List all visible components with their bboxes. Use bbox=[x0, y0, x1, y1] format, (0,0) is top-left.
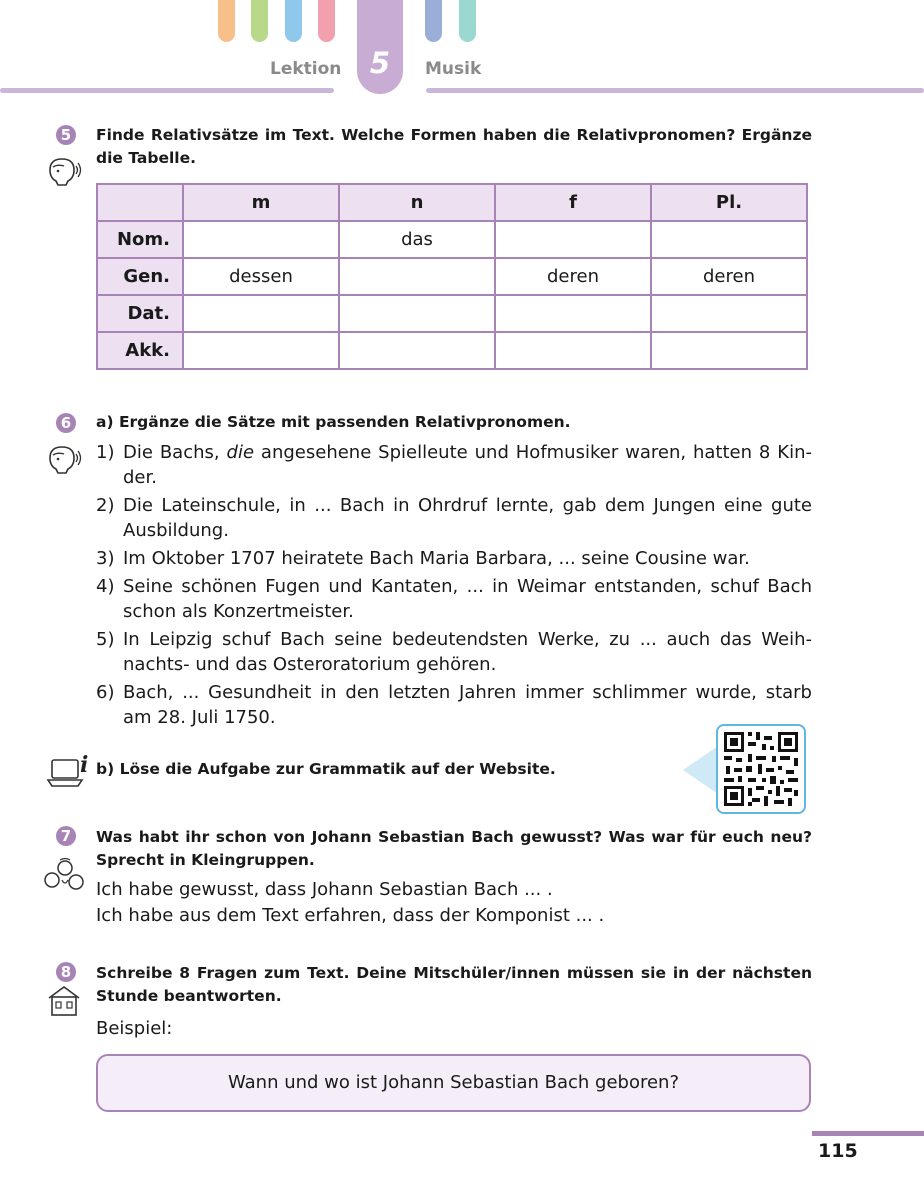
exercise-5-number: 5 bbox=[56, 125, 76, 145]
table-cell[interactable] bbox=[495, 332, 651, 369]
speaking-head-icon bbox=[44, 154, 84, 188]
table-cell[interactable] bbox=[183, 332, 339, 369]
table-cell[interactable] bbox=[651, 332, 807, 369]
sentence-number: 4) bbox=[96, 576, 115, 597]
row-header: Dat. bbox=[97, 295, 183, 332]
laptop-info-icon bbox=[46, 750, 90, 790]
sentence-number: 3) bbox=[96, 548, 115, 569]
house-icon bbox=[46, 984, 82, 1018]
table-cell[interactable] bbox=[651, 221, 807, 258]
sentence-number: 2) bbox=[96, 495, 115, 516]
svg-text:i: i bbox=[80, 752, 89, 778]
column-header: f bbox=[495, 184, 651, 221]
color-tab-blue bbox=[285, 0, 302, 42]
qr-code-icon bbox=[718, 726, 804, 812]
table-cell[interactable] bbox=[183, 295, 339, 332]
table-header-row bbox=[97, 184, 807, 221]
sentence-item bbox=[96, 574, 812, 624]
sentence-number: 6) bbox=[96, 682, 115, 703]
exercise-6b-instruction: b) Löse die Aufgabe zur Grammatik auf der Website. bbox=[96, 760, 556, 778]
sentence-text: Die Lateinschule, in ... Bach in Ohrdruf lernte, gab dem Jungen eine gute Ausbildung. bbox=[123, 495, 812, 541]
table-row bbox=[97, 295, 807, 332]
sentence-number: 5) bbox=[96, 629, 115, 650]
header-rule-left bbox=[0, 88, 334, 93]
table-cell[interactable]: das bbox=[339, 221, 495, 258]
sentence-text-part: angesehene Spielleute und Hofmusiker waren, hatten 8 Kin-der. bbox=[123, 442, 812, 488]
color-tab-teal bbox=[459, 0, 476, 42]
row-header: Nom. bbox=[97, 221, 183, 258]
column-header: Pl. bbox=[651, 184, 807, 221]
table-row bbox=[97, 258, 807, 295]
page-number: 115 bbox=[818, 1140, 858, 1162]
column-header: n bbox=[339, 184, 495, 221]
table-cell[interactable] bbox=[651, 295, 807, 332]
exercise-8-instruction: Schreibe 8 Fragen zum Text. Deine Mitschüler/innen müssen sie in der nächsten Stunde beantworten. bbox=[96, 964, 812, 1005]
sentence-item bbox=[96, 493, 812, 543]
exercise-5-instruction: Finde Relativsätze im Text. Welche Formen haben die Relativpronomen? Ergänze die Tabelle. bbox=[96, 126, 812, 167]
sentence-item bbox=[96, 680, 812, 730]
exercise-8-number: 8 bbox=[56, 962, 76, 982]
table-cell[interactable] bbox=[495, 295, 651, 332]
color-tab-pink bbox=[318, 0, 335, 42]
color-tab-orange bbox=[218, 0, 235, 42]
color-tab-green bbox=[251, 0, 268, 42]
sentence-item bbox=[96, 546, 812, 571]
table-row bbox=[97, 332, 807, 369]
table-row bbox=[97, 221, 807, 258]
lesson-number: 5 bbox=[369, 46, 391, 80]
example-label: Beispiel: bbox=[96, 1018, 173, 1039]
sentence-text: Im Oktober 1707 heiratete Bach Maria Barbara, ... seine Cousine war. bbox=[123, 548, 750, 569]
speaking-head-icon bbox=[44, 442, 84, 476]
example-question-box: Wann und wo ist Johann Sebastian Bach geboren? bbox=[96, 1054, 811, 1112]
color-tab-indigo bbox=[425, 0, 442, 42]
sentence-text: In Leipzig schuf Bach seine bedeutendsten Werke, zu ... auch das Weih-nachts- und das Osteroratorium gehören. bbox=[123, 629, 812, 675]
sentence-text-part: Die Bachs, bbox=[123, 442, 227, 463]
table-cell[interactable] bbox=[183, 221, 339, 258]
exercise-7-number: 7 bbox=[56, 826, 76, 846]
row-header: Gen. bbox=[97, 258, 183, 295]
lesson-label: Lektion bbox=[270, 59, 342, 79]
exercise-6a-instruction: a) Ergänze die Sätze mit passenden Relativpronomen. bbox=[96, 413, 571, 431]
sentence-item bbox=[96, 440, 812, 490]
exercise-7-instruction: Was habt ihr schon von Johann Sebastian Bach gewusst? Was war für euch neu? Sprecht in Kleingruppen. bbox=[96, 828, 812, 869]
sentence-text bbox=[123, 440, 812, 490]
exercise-7-phrase-1: Ich habe gewusst, dass Johann Sebastian Bach ... . bbox=[96, 879, 553, 900]
table-cell[interactable] bbox=[339, 332, 495, 369]
exercise-6-number: 6 bbox=[56, 413, 76, 433]
table-cell[interactable] bbox=[339, 258, 495, 295]
table-cell[interactable]: deren bbox=[495, 258, 651, 295]
sentence-number: 1) bbox=[96, 442, 115, 463]
table-cell[interactable]: dessen bbox=[183, 258, 339, 295]
table-corner-cell bbox=[97, 184, 183, 221]
column-header: m bbox=[183, 184, 339, 221]
footer-rule bbox=[812, 1131, 924, 1136]
table-cell[interactable]: deren bbox=[651, 258, 807, 295]
sentence-item bbox=[96, 627, 812, 677]
topic-label: Musik bbox=[425, 59, 482, 79]
exercise-7-phrase-2: Ich habe aus dem Text erfahren, dass der Komponist ... . bbox=[96, 905, 605, 926]
header-rule-right bbox=[426, 88, 924, 93]
sentence-text: Seine schönen Fugen und Kantaten, ... in Weimar entstanden, schuf Bach schon als Konzertmeister. bbox=[123, 576, 812, 622]
qr-code[interactable] bbox=[716, 724, 806, 814]
sentence-text: Bach, ... Gesundheit in den letzten Jahren immer schlimmer wurde, starb am 28. Juli 1750. bbox=[123, 682, 812, 728]
table-cell[interactable] bbox=[339, 295, 495, 332]
relative-pronoun-table bbox=[96, 183, 808, 370]
row-header: Akk. bbox=[97, 332, 183, 369]
sentence-example-word: die bbox=[226, 442, 255, 463]
group-talk-icon bbox=[42, 856, 88, 894]
table-cell[interactable] bbox=[495, 221, 651, 258]
